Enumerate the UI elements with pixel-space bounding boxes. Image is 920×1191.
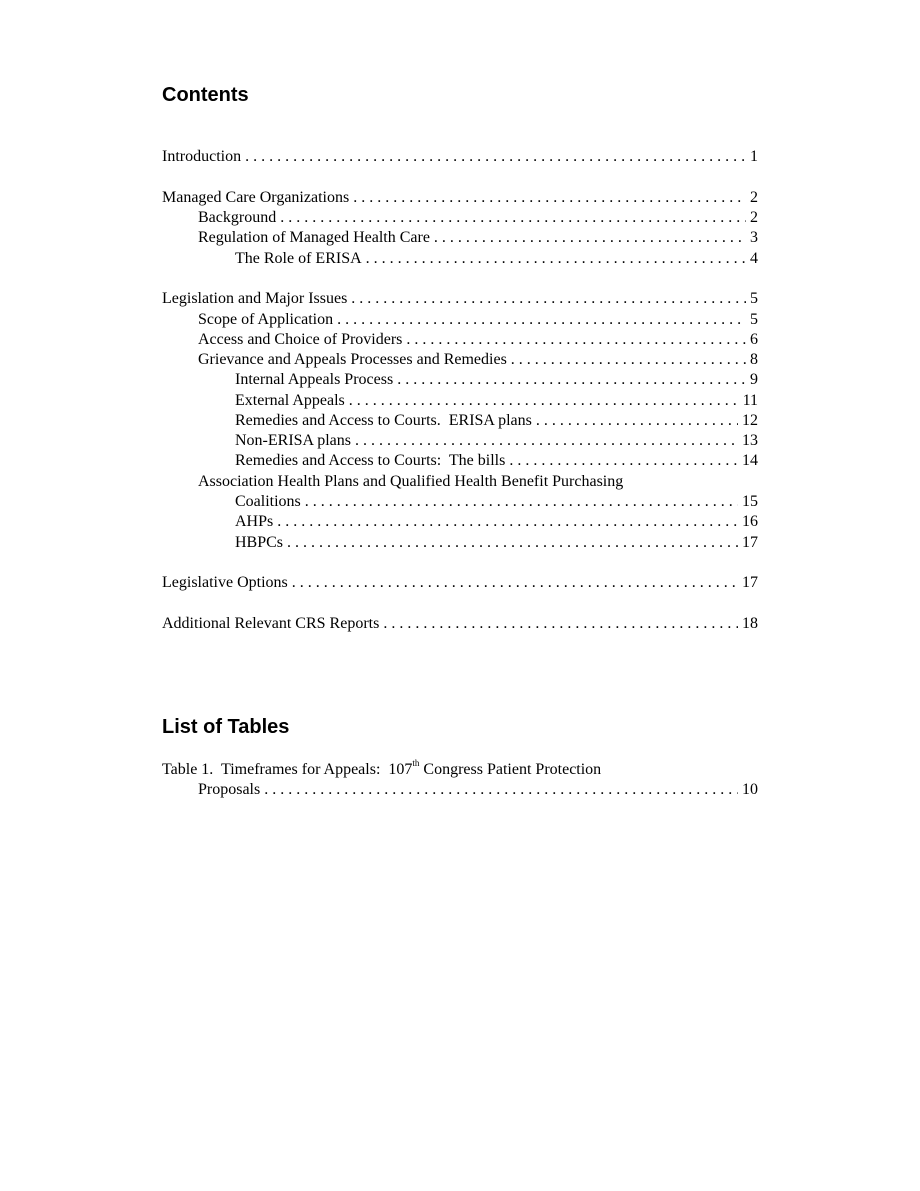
toc-entry-title: Coalitions [235, 493, 301, 510]
toc-entry-page: 4 [750, 250, 758, 267]
toc-entry-access-choice[interactable] [198, 330, 758, 350]
toc-entry-page: 11 [742, 392, 758, 409]
toc-entry-page: 5 [750, 311, 758, 328]
table-entry-title-continued: Proposals [198, 781, 261, 798]
toc-entry-page: 2 [750, 189, 758, 206]
dot-leader [351, 289, 746, 309]
toc-entry-page: 17 [742, 534, 758, 551]
toc-entry-title: Access and Choice of Providers [198, 331, 403, 348]
dot-leader [337, 310, 746, 330]
dot-leader [511, 350, 746, 370]
dot-leader [366, 249, 746, 269]
dot-leader [264, 780, 738, 800]
table-entry-page: 10 [742, 781, 758, 798]
toc-entry-internal-appeals[interactable] [235, 370, 758, 390]
toc-entry-legislation[interactable] [162, 289, 758, 309]
table-entry-title-end: Congress Patient Protection [419, 761, 602, 778]
toc-entry-title: Managed Care Organizations [162, 189, 350, 206]
toc-entry-remedies-erisa[interactable] [235, 411, 758, 431]
toc-entry-title: AHPs [235, 513, 274, 530]
dot-leader [383, 614, 738, 634]
toc-entry-regulation[interactable] [198, 228, 758, 248]
toc-entry-title: The Role of ERISA [235, 250, 362, 267]
toc-entry-scope[interactable] [198, 310, 758, 330]
toc-entry-title: Introduction [162, 148, 242, 165]
toc-entry-coalitions[interactable] [235, 492, 758, 512]
toc-entry-title: Scope of Application [198, 311, 334, 328]
dot-leader [536, 411, 738, 431]
toc-entry-title: Grievance and Appeals Processes and Remedies [198, 351, 507, 368]
dot-leader [305, 492, 738, 512]
dot-leader [292, 573, 738, 593]
toc-entry-non-erisa[interactable] [235, 431, 758, 451]
toc-entry-page: 9 [750, 371, 758, 388]
toc-entry-title: Regulation of Managed Health Care [198, 229, 430, 246]
toc-entry-page: 18 [742, 615, 758, 632]
dot-leader [353, 188, 746, 208]
toc-entry-page: 13 [742, 432, 758, 449]
dot-leader [280, 208, 746, 228]
toc-entry-title: Legislation and Major Issues [162, 290, 348, 307]
dot-leader [287, 533, 738, 553]
table-entry-1[interactable] [162, 757, 758, 780]
ordinal-suffix: th [412, 757, 420, 768]
table-entry-title [162, 757, 602, 778]
dot-leader [355, 431, 738, 451]
toc-entry-page: 6 [750, 331, 758, 348]
toc-entry-title: Background [198, 209, 277, 226]
toc-entry-grievance[interactable] [198, 350, 758, 370]
toc-entry-page: 16 [742, 513, 758, 530]
table-entry-1-continued[interactable] [198, 780, 758, 800]
table-entry-title-start: Table 1. Timeframes for Appeals: 107 [162, 761, 413, 778]
toc-entry-title: Remedies and Access to Courts: The bills [235, 452, 506, 469]
dot-leader [509, 451, 738, 471]
toc-entry-page: 3 [750, 229, 758, 246]
toc-entry-page: 1 [750, 148, 758, 165]
dot-leader [406, 330, 746, 350]
toc-entry-introduction[interactable] [162, 147, 758, 167]
toc-entry-title: Association Health Plans and Qualified Health Benefit Purchasing [198, 473, 624, 490]
toc-entry-page: 15 [742, 493, 758, 510]
dot-leader [434, 228, 746, 248]
toc-entry-ahps[interactable] [235, 512, 758, 532]
dot-leader [397, 370, 746, 390]
toc-entry-association-health-plans[interactable] [198, 472, 758, 492]
toc-entry-page: 17 [742, 574, 758, 591]
toc-entry-hbpcs[interactable] [235, 533, 758, 553]
toc-entry-title: Non-ERISA plans [235, 432, 351, 449]
toc-entry-role-of-erisa[interactable] [235, 249, 758, 269]
toc-entry-page: 8 [750, 351, 758, 368]
toc-entry-title: HBPCs [235, 534, 284, 551]
dot-leader [277, 512, 738, 532]
toc-entry-legislative-options[interactable] [162, 573, 758, 593]
toc-entry-page: 12 [742, 412, 758, 429]
toc-entry-title: Legislative Options [162, 574, 288, 591]
toc-entry-page: 14 [742, 452, 758, 469]
list-of-tables-heading: List of Tables [162, 716, 290, 738]
toc-entry-title: Internal Appeals Process [235, 371, 394, 388]
dot-leader [349, 391, 739, 411]
toc-entry-background[interactable] [198, 208, 758, 228]
contents-heading: Contents [162, 84, 249, 106]
toc-entry-page: 5 [750, 290, 758, 307]
toc-entry-page: 2 [750, 209, 758, 226]
toc-entry-title: Remedies and Access to Courts. ERISA plans [235, 412, 532, 429]
toc-entry-managed-care-organizations[interactable] [162, 188, 758, 208]
dot-leader [245, 147, 746, 167]
toc-entry-title: External Appeals [235, 392, 345, 409]
toc-entry-crs-reports[interactable] [162, 614, 758, 634]
toc-entry-remedies-bills[interactable] [235, 451, 758, 471]
toc-entry-external-appeals[interactable] [235, 391, 758, 411]
toc-entry-title: Additional Relevant CRS Reports [162, 615, 380, 632]
